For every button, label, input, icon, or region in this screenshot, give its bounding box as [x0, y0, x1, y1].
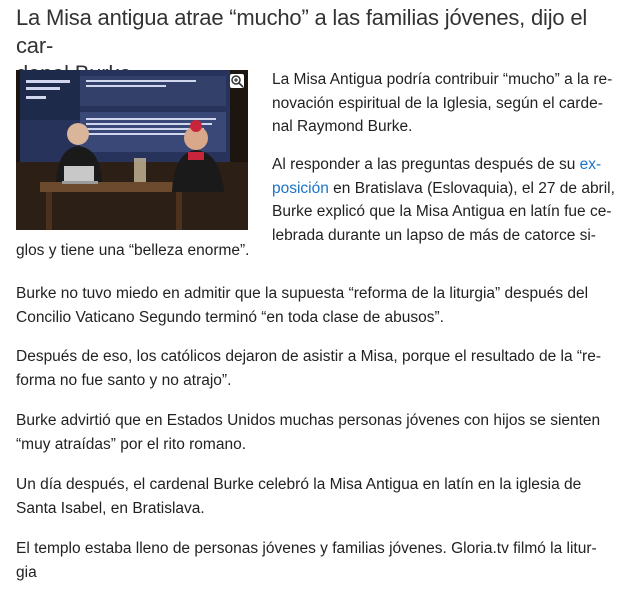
paragraph-2-tail: glos y tiene una “belleza enorme”.	[16, 242, 250, 259]
paragraph-4: Después de eso, los católicos dejaron de asistir a Misa, porque el resultado de la “re- forma no fue santo y no atrajo”.	[16, 348, 602, 389]
paragraph-1: La Misa Antigua podría contribuir “mucho” a la re- novación espiritual de la Iglesia, según el carde- nal Raymond Burke.	[272, 71, 613, 135]
exposicion-link[interactable]: ex- posición	[272, 156, 602, 197]
article-photo[interactable]	[16, 70, 248, 230]
article-title: La Misa antigua atrae “mucho” a las familias jóvenes, dijo el car-	[16, 5, 588, 58]
paragraph-7: El templo estaba lleno de personas jóvenes y familias jóvenes. Gloria.tv filmó la litur- gia	[16, 540, 597, 581]
paragraph-6: Un día después, el cardenal Burke celebró la Misa Antigua en latín en la iglesia de Santa Isabel, en Bratislava.	[16, 476, 582, 517]
photo-illustration	[16, 70, 248, 230]
paragraph-5: Burke advirtió que en Estados Unidos muchas personas jóvenes con hijos se sienten “muy atraídas” por el rito romano.	[16, 412, 601, 453]
zoom-icon[interactable]	[230, 74, 244, 88]
paragraph-2-before: Al responder a las preguntas después de su	[272, 156, 580, 173]
paragraph-2-after: en Bratislava (Eslovaquia), el 27 de abril, Burke explicó que la Misa Antigua en latín fue ce- lebrada durante un lapso de más de catorce si-	[272, 179, 615, 244]
paragraph-2	[272, 153, 624, 247]
paragraph-3: Burke no tuvo miedo en admitir que la supuesta “reforma de la liturgia” después del Concilio Vaticano Segundo terminó “en toda clase de abusos”.	[16, 285, 589, 326]
